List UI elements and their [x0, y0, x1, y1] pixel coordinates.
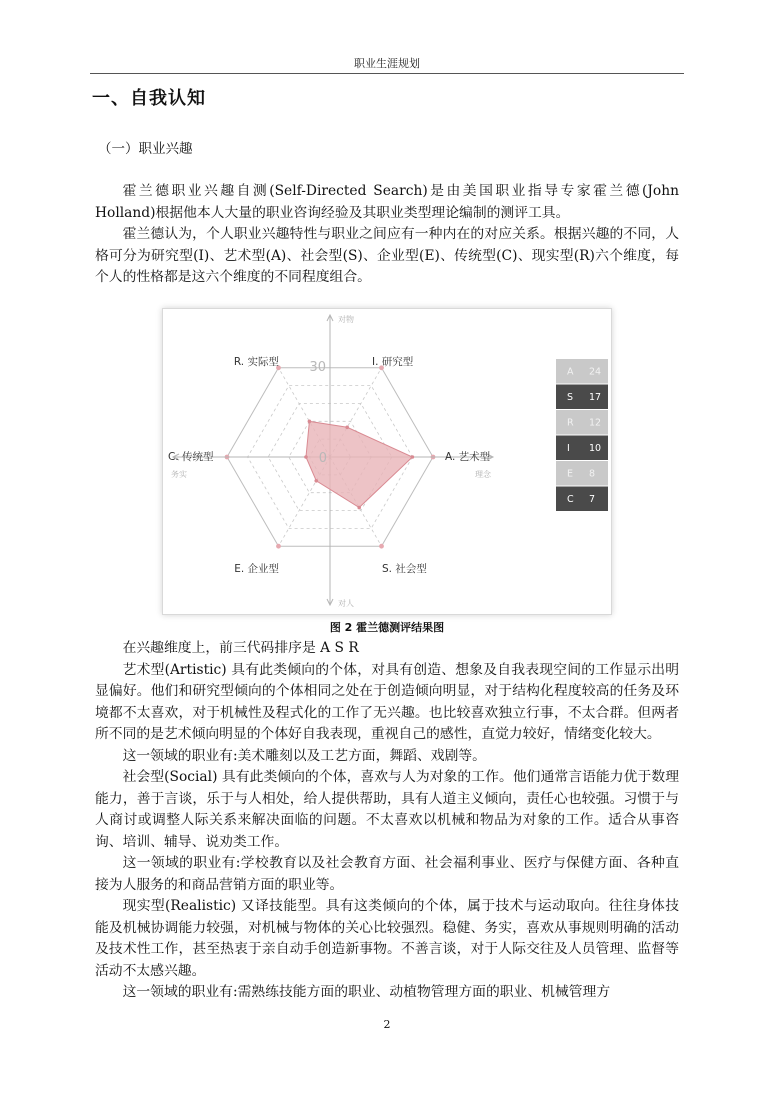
axis-label-e: E. 企业型 [234, 563, 279, 575]
direction-label-top: 对物 [338, 315, 354, 324]
paragraph: 霍兰德认为，个人职业兴趣特性与职业之间应有一种内在的对应关系。根据兴趣的不同，人格可分为研究型(I)、艺术型(A)、社会型(S)、企业型(E)、传统型(C)、现实型(R)六个维度，每个人的性格都是这六个维度的不同程度组合。 [95, 226, 679, 285]
legend-code-i: I [567, 442, 570, 454]
paragraph: 现实型(Realistic) 又译技能型。具有这类倾向的个体，属于技术与运动取向。往往身体技能及机械协调能力较强，对机械与物体的关心比较强烈。稳健、务实，喜欢从事规则明确的活动及技术性工作，甚至热衷于亲自动手创造新事物。不善言谈，对于人际交往及人员管理、监督等活动不太感兴趣。 [95, 898, 679, 979]
scale-label-max: 30 [309, 360, 326, 375]
legend-row-c [556, 487, 608, 512]
paragraph: 社会型(Social) 具有此类倾向的个体，喜欢与人为对象的工作。他们通常言语能力优于数理能力，善于言谈，乐于与人相处，给人提供帮助，具有人道主义倾向，责任心也较强。习惯于与人商讨或调整人际关系来解决面临的问题。不太喜欢以机械和物品为对象的工作。适合从事咨询、培训、辅导、说劝类工作。 [95, 769, 679, 850]
radar-chart [163, 309, 611, 614]
paragraph: 这一领域的职业有:需熟练技能方面的职业、动植物管理方面的职业、机械管理方 [122, 984, 611, 1000]
paragraph: 艺术型(Artistic) 具有此类倾向的个体，对具有创造、想象及自我表现空间的工作显示出明显偏好。他们和研究型倾向的个体相同之处在于创造倾向明显，对于结构化程度较高的任务及环境都不太喜欢，对于机械性及程式化的工作了无兴趣。也比较喜欢独立行事，不太合群。但两者所不同的是艺术倾向明显的个体好自我表现，重视自己的感性，直觉力较好，情绪变化较大。 [95, 661, 679, 742]
subsection-title: （一）职业兴趣 [98, 141, 193, 157]
legend-value-c: 7 [589, 493, 596, 505]
page-header: 职业生涯规划 [354, 57, 420, 70]
paragraph: 这一领域的职业有:学校教育以及社会教育方面、社会福利事业、医疗与保健方面、各种直接为人服务的和商品营销方面的职业等。 [95, 855, 679, 893]
data-point-r [308, 420, 312, 424]
paragraph: 霍兰德职业兴趣自测(Self-Directed Search)是由美国职业指导专家霍兰德(John Holland)根据他本人大量的职业咨询经验及其职业类型理论编制的测评工具。 [95, 183, 679, 221]
data-point-i [345, 425, 349, 429]
direction-label-bottom: 对人 [338, 599, 354, 608]
legend-code-c: C [567, 493, 574, 505]
axis-label-a: A. 艺术型 [445, 451, 491, 463]
section-title: 一、自我认知 [92, 88, 206, 109]
data-point-s [357, 506, 361, 510]
paragraph: 这一领域的职业有:美术雕刻以及工艺方面，舞蹈、戏剧等。 [122, 747, 486, 764]
legend-row-e [556, 461, 608, 486]
intro-text [95, 181, 679, 289]
paragraph: 在兴趣维度上，前三代码排序是 A S R [122, 640, 359, 656]
radar-vertex-dot [276, 544, 281, 549]
legend-code-r: R [567, 417, 574, 429]
data-point-a [411, 455, 415, 459]
data-point-e [314, 479, 318, 483]
axis-label-i: I. 研究型 [372, 356, 414, 368]
legend-value-s: 17 [589, 391, 602, 403]
axis-label-s: S. 社会型 [382, 563, 427, 575]
direction-label-left: 务实 [171, 470, 187, 479]
analysis-text [95, 638, 679, 1004]
legend-value-e: 8 [589, 468, 596, 480]
legend-code-e: E [567, 468, 574, 480]
legend-code-s: S [567, 391, 574, 403]
axis-label-c: C. 传统型 [168, 451, 214, 463]
axis-label-r: R. 实际型 [233, 356, 279, 368]
header-rule [90, 73, 684, 74]
direction-label-right: 理念 [475, 470, 491, 479]
scale-label-zero: 0 [318, 451, 327, 466]
data-point-c [304, 455, 308, 459]
legend-value-a: 24 [589, 366, 602, 378]
legend-value-i: 10 [589, 442, 602, 454]
figure-caption: 图 2 霍兰德测评结果图 [329, 621, 445, 634]
page-number: 2 [383, 1018, 391, 1031]
legend-code-a: A [567, 366, 574, 378]
holland-radar-figure [162, 308, 612, 615]
legend-value-r: 12 [589, 417, 602, 429]
radar-vertex-dot [379, 544, 384, 549]
